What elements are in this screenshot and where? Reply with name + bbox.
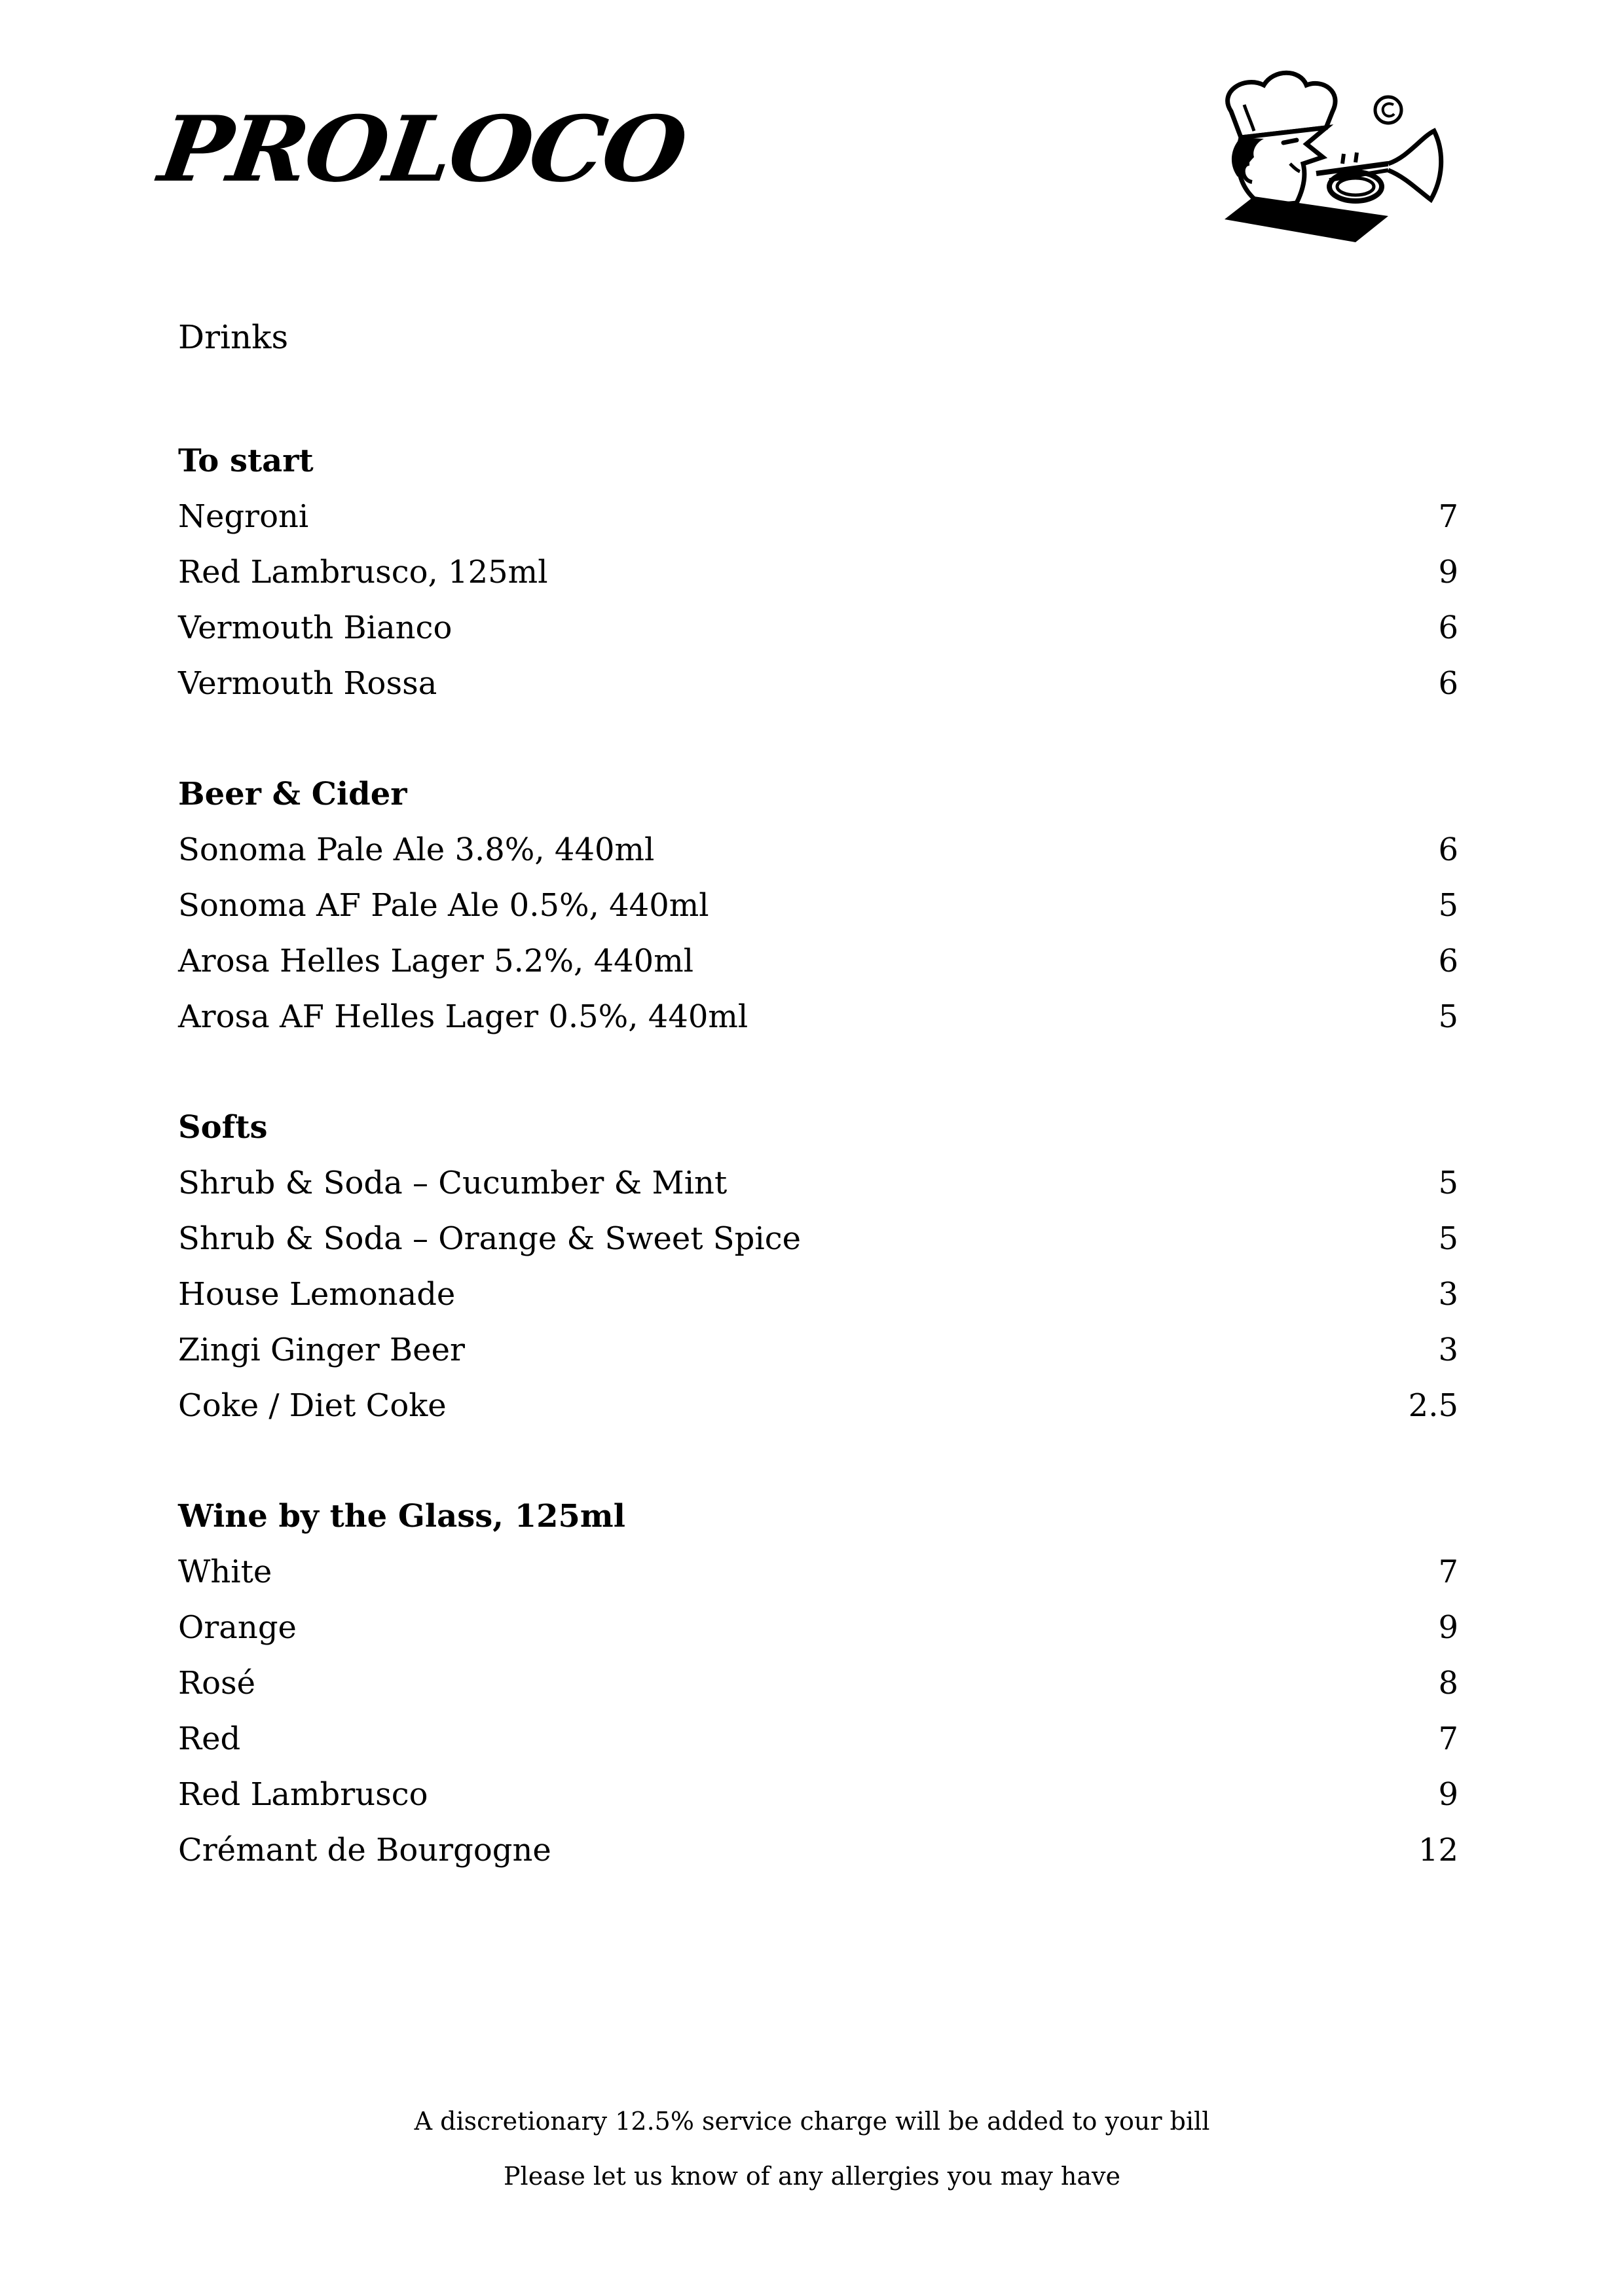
item-price: 7 <box>1438 498 1458 535</box>
item-name: Arosa AF Helles Lager 0.5%, 440ml <box>178 998 748 1035</box>
section-title: Wine by the Glass, 125ml <box>178 1498 625 1535</box>
service-charge-note: A discretionary 12.5% service charge will be added to your bill <box>414 2107 1210 2136</box>
menu-content <box>178 318 1458 1933</box>
item-name: Shrub & Soda – Orange & Sweet Spice <box>178 1220 802 1257</box>
item-name: Sonoma Pale Ale 3.8%, 440ml <box>178 831 655 868</box>
item-price: 6 <box>1438 610 1458 646</box>
item-price: 7 <box>1438 1554 1458 1590</box>
item-name: White <box>178 1554 272 1590</box>
section-softs <box>178 1100 1458 1434</box>
item-name: Crémant de Bourgogne <box>178 1832 551 1868</box>
item-name: Orange <box>178 1609 297 1646</box>
item-price: 9 <box>1438 1776 1458 1813</box>
section-wine-by-the-glass <box>178 1489 1458 1878</box>
section-title: Softs <box>178 1109 268 1146</box>
menu-item <box>178 1767 1458 1823</box>
item-name: Arosa Helles Lager 5.2%, 440ml <box>178 943 694 979</box>
menu-item <box>178 878 1458 934</box>
menu-item <box>178 656 1458 712</box>
section-title: Beer & Cider <box>178 776 407 812</box>
item-price: 3 <box>1438 1276 1458 1313</box>
item-name: Red <box>178 1721 241 1757</box>
menu-item <box>178 1544 1458 1600</box>
item-name: Shrub & Soda – Cucumber & Mint <box>178 1165 728 1201</box>
item-price: 9 <box>1438 554 1458 591</box>
menu-item <box>178 1322 1458 1378</box>
item-price: 9 <box>1438 1609 1458 1646</box>
item-name: Negroni <box>178 498 309 535</box>
item-name: Coke / Diet Coke <box>178 1387 447 1424</box>
menu-item <box>178 489 1458 545</box>
menu-item <box>178 1156 1458 1211</box>
item-price: 5 <box>1438 1165 1458 1201</box>
item-price: 3 <box>1438 1332 1458 1368</box>
menu-item <box>178 822 1458 878</box>
menu-item <box>178 1823 1458 1878</box>
menu-item <box>178 1378 1458 1434</box>
chef-trumpet-mascot-icon <box>1192 65 1454 262</box>
item-price: 5 <box>1438 998 1458 1035</box>
item-price: 6 <box>1438 665 1458 702</box>
item-name: House Lemonade <box>178 1276 456 1313</box>
menu-item <box>178 1656 1458 1711</box>
proloco-logo: PROLOCO <box>153 96 691 203</box>
menu-item <box>178 934 1458 989</box>
item-price: 5 <box>1438 887 1458 924</box>
item-price: 6 <box>1438 943 1458 979</box>
menu-item <box>178 600 1458 656</box>
item-name: Sonoma AF Pale Ale 0.5%, 440ml <box>178 887 709 924</box>
item-price: 12 <box>1418 1832 1458 1868</box>
section-title: To start <box>178 443 314 479</box>
page-title: Drinks <box>178 318 289 356</box>
item-name: Vermouth Bianco <box>178 610 452 646</box>
menu-item <box>178 1267 1458 1322</box>
item-price: 6 <box>1438 831 1458 868</box>
item-price: 7 <box>1438 1721 1458 1757</box>
item-name: Rosé <box>178 1665 256 1702</box>
section-to-start <box>178 433 1458 712</box>
allergies-note: Please let us know of any allergies you may have <box>503 2162 1121 2191</box>
item-name: Zingi Ginger Beer <box>178 1332 465 1368</box>
item-name: Red Lambrusco <box>178 1776 428 1813</box>
section-beer-cider <box>178 767 1458 1045</box>
item-price: 5 <box>1438 1220 1458 1257</box>
menu-item <box>178 545 1458 600</box>
item-price: 8 <box>1438 1665 1458 1702</box>
item-price: 2.5 <box>1408 1387 1458 1424</box>
item-name: Red Lambrusco, 125ml <box>178 554 548 591</box>
menu-item <box>178 1711 1458 1767</box>
menu-item <box>178 1600 1458 1656</box>
item-name: Vermouth Rossa <box>178 665 437 702</box>
menu-item <box>178 1211 1458 1267</box>
menu-item <box>178 989 1458 1045</box>
